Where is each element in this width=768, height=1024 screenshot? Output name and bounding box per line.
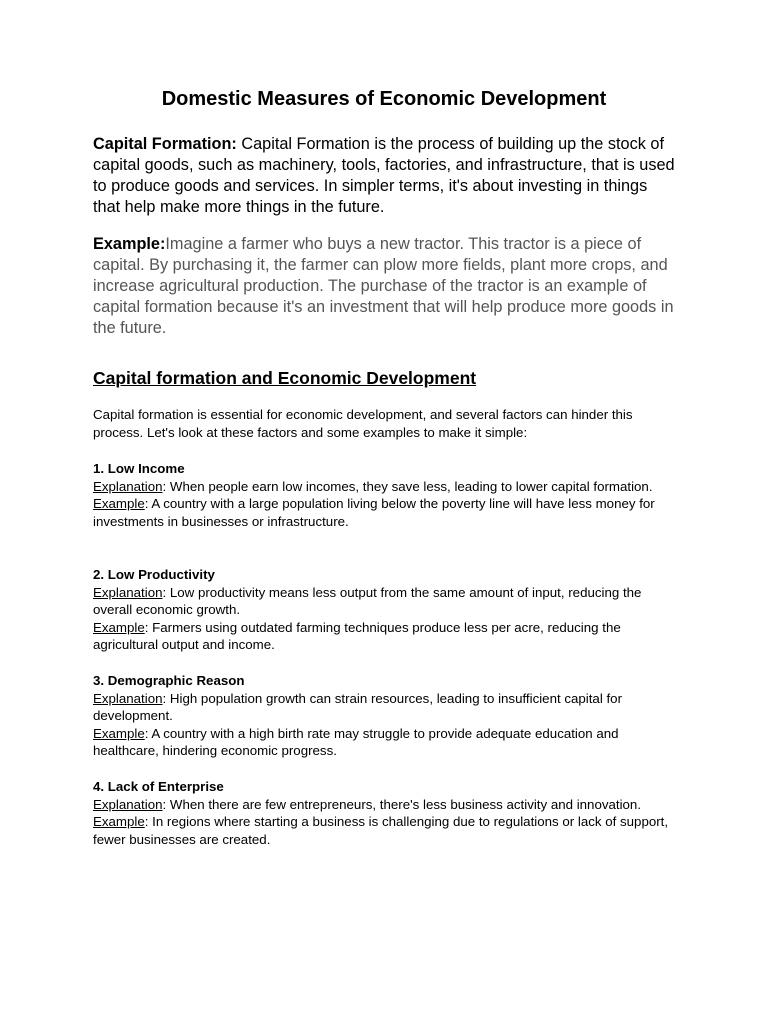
example-text: Imagine a farmer who buys a new tractor. This tractor is a piece of capital. By purchasing it, the farmer can plow more fields, plant more crops, and increase agricultural production. The purchase of the tractor is an example of capital formation because it's an investment that will help produce more goods in the future. bbox=[93, 235, 674, 337]
explanation-text: : When people earn low incomes, they save less, leading to lower capital formation. bbox=[162, 478, 653, 494]
example-label: Example bbox=[93, 496, 145, 512]
factor-item-low-productivity bbox=[93, 566, 678, 654]
explanation-label: Explanation bbox=[93, 584, 163, 600]
example-text: : A country with a large population living below the poverty line will have less money for investments in businesses or infrastructure. bbox=[93, 496, 655, 529]
explanation-text: : High population growth can strain resources, leading to insufficient capital for development. bbox=[93, 690, 622, 724]
factor-title: 1. Low Income bbox=[93, 461, 185, 476]
capital-formation-paragraph bbox=[93, 134, 678, 218]
capital-formation-label: Capital Formation: bbox=[93, 135, 237, 153]
factor-example bbox=[93, 813, 678, 848]
factor-title: 2. Low Productivity bbox=[93, 567, 215, 582]
factor-item-demographic-reason bbox=[93, 672, 678, 760]
section-heading: Capital formation and Economic Development bbox=[93, 368, 477, 388]
factor-explanation bbox=[93, 690, 678, 725]
example-label: Example bbox=[93, 619, 145, 635]
example-text: : A country with a high birth rate may struggle to provide adequate education and healthcare, hindering economic progress. bbox=[93, 725, 619, 759]
factor-item-low-income bbox=[93, 460, 678, 530]
explanation-text: : Low productivity means less output from the same amount of input, reducing the overall economic growth. bbox=[93, 584, 642, 618]
factor-title: 4. Lack of Enterprise bbox=[93, 779, 224, 794]
example-label: Example bbox=[93, 725, 145, 741]
factor-explanation bbox=[93, 584, 678, 619]
explanation-text: : When there are few entrepreneurs, there's less business activity and innovation. bbox=[162, 796, 642, 812]
factor-title: 3. Demographic Reason bbox=[93, 673, 245, 688]
factor-explanation bbox=[93, 796, 678, 814]
factor-explanation bbox=[93, 478, 678, 496]
example-paragraph bbox=[93, 234, 678, 339]
explanation-label: Explanation bbox=[93, 796, 163, 812]
section-intro: Capital formation is essential for economic development, and several factors can hinder this process. Let's look at these factors and some examples to make it simple: bbox=[93, 407, 633, 440]
page-title: Domestic Measures of Economic Development bbox=[161, 88, 607, 110]
example-text: : In regions where starting a business is challenging due to regulations or lack of support, fewer businesses are created. bbox=[93, 814, 669, 847]
factor-example bbox=[93, 495, 678, 530]
explanation-label: Explanation bbox=[93, 478, 163, 494]
explanation-label: Explanation bbox=[93, 690, 163, 706]
factor-example bbox=[93, 725, 678, 760]
example-label: Example bbox=[93, 814, 145, 830]
example-label: Example: bbox=[93, 235, 166, 253]
factor-item-lack-of-enterprise bbox=[93, 778, 678, 848]
capital-formation-text: Capital Formation is the process of building up the stock of capital goods, such as machinery, tools, factories, and infrastructure, that is used to produce goods and services. In simpler terms, it's about investing in things that help make more things in the future. bbox=[93, 135, 675, 216]
factor-example bbox=[93, 619, 678, 654]
example-text: : Farmers using outdated farming techniques produce less per acre, reducing the agricultural output and income. bbox=[93, 619, 621, 653]
